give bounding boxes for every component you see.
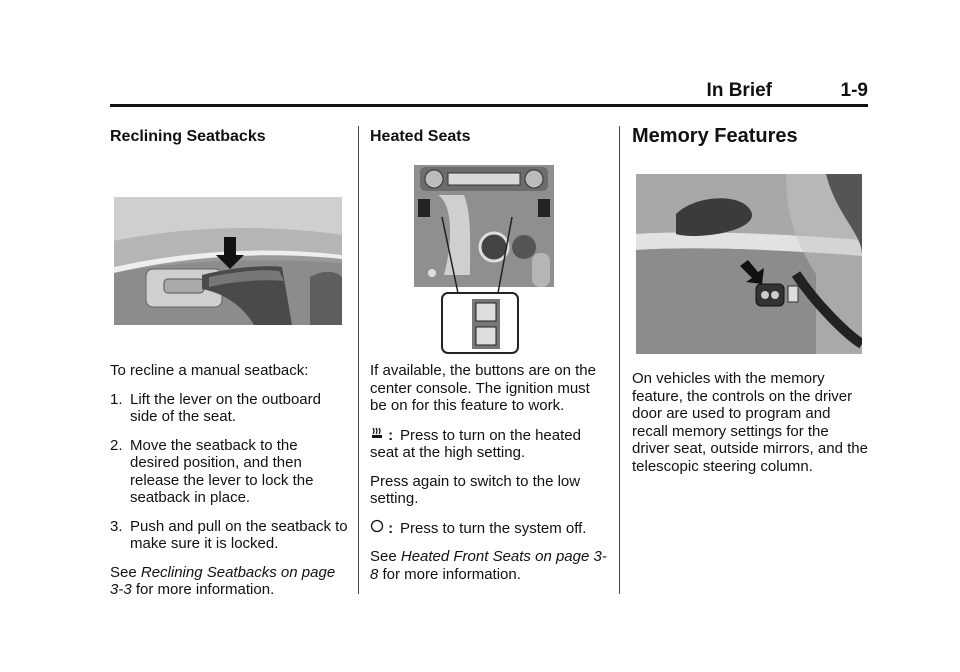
heated-heading: Heated Seats [370, 128, 471, 145]
heated-see-also: See Heated Front Seats on page 3-8 for more information. [370, 548, 607, 583]
seat-lever-illustration [114, 197, 342, 325]
door-memory-controls-illustration [636, 174, 862, 354]
memory-text [632, 370, 868, 486]
column-divider-1 [358, 126, 359, 594]
heated-reference-link[interactable]: Heated Front Seats on page 3-8 [370, 548, 607, 583]
heated-off-setting: :Press to turn the system off. [370, 519, 610, 538]
reclining-text [110, 362, 350, 610]
heated-low-setting: Press again to switch to the low setting. [370, 472, 581, 507]
list-item: 1. Lift the lever on the outboard side of the seat. [110, 390, 321, 425]
column-heated [370, 128, 610, 146]
column-reclining [110, 128, 348, 146]
memory-heading: Memory Features [632, 125, 798, 147]
reclining-reference-link[interactable]: Reclining Seatbacks on page 3-3 [110, 563, 336, 598]
page-header [110, 80, 868, 106]
heated-seat-icon: : [370, 426, 400, 445]
reclining-heading: Reclining Seatbacks [110, 128, 266, 145]
list-item: 3. Push and pull on the seatback to make sure it is locked. [110, 517, 348, 552]
section-title: In Brief [706, 80, 772, 101]
heated-high-setting: :Press to turn on the heated seat at the high setting. [370, 426, 581, 461]
heated-intro: If available, the buttons are on the center console. The ignition must be on for this feature to work. [370, 362, 596, 414]
page-number: 1-9 [840, 80, 868, 101]
heated-text [370, 362, 610, 594]
memory-description: On vehicles with the memory feature, the controls on the driver door are used to program and recall memory settings for the driver seat, outside mirrors, and the telescopic steering column. [632, 370, 868, 475]
reclining-steps [110, 391, 350, 553]
column-divider-2 [619, 126, 620, 594]
list-item: 2. Move the seatback to the desired position, and then release the lever to lock the seatback in place. [110, 436, 314, 506]
power-off-icon: : [370, 519, 400, 538]
console-buttons-illustration [414, 165, 554, 355]
reclining-see-also: See Reclining Seatbacks on page 3-3 for more information. [110, 563, 336, 598]
column-memory [632, 125, 868, 147]
header-rule [110, 104, 868, 107]
reclining-intro: To recline a manual seatback: [110, 362, 309, 379]
